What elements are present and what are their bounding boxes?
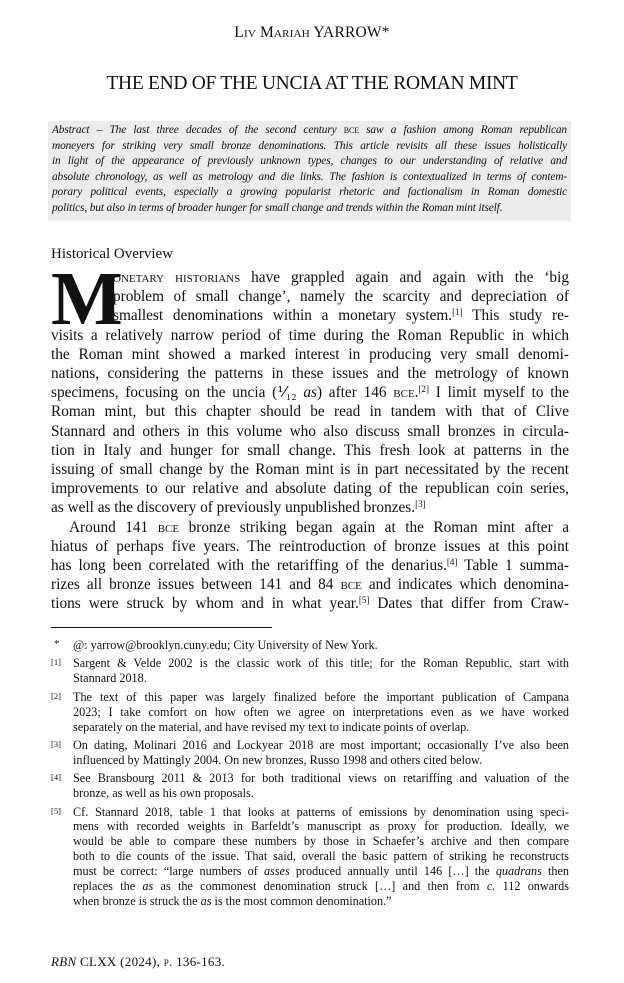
body-line [51,575,569,594]
footnote-line: Sargent & Velde 2002 is the classic work of this title; for the Roman Republic, start with [73,656,569,671]
footnote-line: On dating, Molinari 2016 and Lockyear 2018 are most important; occasionally I’ve also been [73,737,569,752]
text: I limit myself to the [428,384,569,402]
text: Dates that differ from Craw- [369,595,570,613]
footnote-line: mens with recorded weights in Barfeldt’s manuscript as proxy for production. Ideally, we [73,819,569,834]
footnote-line: both to die counts of the issue. That said, overall the basic pattern of striking he reconstructs [73,849,569,864]
footnote-text: is the most common denomination.” [211,894,392,908]
footnote-mark: [4] [51,772,61,783]
abstract-line: in light of the appearance of previously unknown types, changes to our understanding of relative and [52,155,567,168]
footnote-line: See Bransbourg 2011 & 2013 for both traditional views on retariffing and valuation of the [73,771,569,786]
text: Table 1 summa- [457,557,569,575]
footnote-line: bronze, as well as his own proposals. [73,786,254,801]
footnote [51,771,569,801]
text: specimens, focusing on the uncia (⅟₁₂ [51,384,304,402]
footnote-italic: quadrans [495,864,542,879]
footnote-ref-1[interactable]: [1] [452,307,463,318]
footnote-line: @: yarrow@brooklyn.cuny.edu; City University of New York. [73,638,378,652]
paragraph-1 [51,257,569,518]
body-line [51,556,569,575]
text: as well as the discovery of previously unpublished bronzes. [51,499,416,517]
small-caps-lead: onetary historians [113,269,241,286]
abstract-text: saw a fashion among Roman republican [358,124,567,136]
footnote-line: would be able to compare these numbers by those in Schaefer’s archive and then compare [73,834,569,849]
body-line: problem of small change’, namely the scarcity and depreciation of [113,288,569,306]
era-bce: bce [340,576,362,594]
abstract-line: absolute chronology, as well as metrology and die links. The fashion is contextualized in terms of contem- [52,170,567,183]
text: bronze striking began again at the Roman mint after a [179,518,569,536]
footnote-ref-3[interactable]: [3] [415,499,426,510]
journal-citation: CLXX (2024), p. 136-163. [76,954,226,969]
body-line: issuing of small change by the Roman mint is in part necessitated by the recent [51,461,569,479]
footnote-text: 112 onwards [495,879,570,894]
footnote-text: when bronze is struck the [73,894,201,908]
footnote [51,690,569,735]
text: This study re- [462,307,569,325]
abstract-line [52,123,567,139]
footnote-italic: c. [486,879,496,894]
journal-abbrev: RBN [51,954,77,969]
body-line [51,268,569,287]
abstract-era-bce: bce [343,124,359,136]
page-footer [51,954,225,970]
footnote [51,656,569,686]
paragraph-2 [51,518,569,614]
body-line: hiatus of perhaps five years. The reintroduction of bronze issues at this point [51,537,569,555]
footnote-line: 2023; I take comfort on how often we agree on interpretations even as we have worked [73,704,569,719]
footnote-line: Cf. Stannard 2018, table 1 that looks at patterns of emissions by denomination using speci- [73,804,569,819]
footnote-italic: asses [263,864,290,879]
body-text [51,257,570,614]
footnote-line: Stannard 2018. [73,671,147,686]
body-line [51,518,569,537]
body-line [51,498,569,517]
footnote [51,738,569,768]
footnote-text: produced annually until 146 […] the [289,864,496,879]
abstract-line: moneyers for striking very small bronze denominations. This article revisits all these issues holistically [52,139,567,152]
footnote-separator [51,627,272,628]
era-bce: bce. [393,384,419,402]
text: and indicates which denomina- [361,576,569,594]
footnote-line [73,864,569,879]
footnote-ref-4[interactable]: [4] [446,557,458,568]
body-line: the Roman mint showed a marked interest in producing very small denomi- [51,345,569,363]
body-line [51,383,569,402]
footnote-ref-5[interactable]: [5] [358,595,370,606]
footnote-mark: * [54,638,60,650]
footnote [51,638,569,653]
footnote-line: The text of this paper was largely finalized before the important publication of Campana [73,689,569,704]
footnote-line: separately on the material, and have revised my text to indicate points of overlap. [73,719,470,734]
footnote-italic: as [142,879,154,894]
section-heading: Historical Overview [51,246,174,262]
footnote-mark: [2] [51,690,61,701]
footnote-italic: as [200,894,212,908]
footnote-mark: [3] [51,738,61,749]
drop-cap: M [51,257,123,341]
text-italic: as [303,384,317,402]
footnote [51,805,569,909]
body-line [51,306,569,325]
footnote-text: must be correct: “large numbers of [73,864,264,879]
abstract-line: porary political events, especially a growing popularist rhetoric and factionalism in Roman domestic [52,186,567,199]
body-line: Stannard and others in this volume who also discuss small bronzes in circula- [51,422,569,440]
footnote-text: replaces the [73,879,143,894]
text: have grappled again and again with the ‘big [240,269,569,286]
footnotes [51,638,569,912]
abstract-box [48,121,571,221]
author-given-names: Liv Mariah [234,24,310,41]
footnote-text: as the commonest denomination struck […] and then from [153,879,487,894]
body-line: nations, considering the patterns in these issues and the metrology of known [51,365,569,383]
text: rizes all bronze issues between 141 and 84 [51,576,341,594]
body-line: visits a relatively narrow period of time during the Roman Republic in which [51,326,569,344]
abstract-text: Abstract – The last three decades of the second century [52,124,344,136]
body-line: Roman mint, but this chapter should be read in tandem with that of Clive [51,403,569,421]
text: tions were struck by whom and in what year. [51,595,359,613]
text: Around 141 [69,518,158,536]
footnote-mark: [1] [51,657,61,668]
author-footnote-mark[interactable]: * [381,24,390,41]
footnote-line [73,879,569,894]
text: smallest denominations within a monetary system. [113,307,453,325]
footnote-line: influenced by Mattingly 2004. On new bronzes, Russo 1998 and others cited below. [73,752,483,767]
text: has long been correlated with the retariffing of the denarius. [51,557,447,575]
body-line: improvements to our relative and absolute dating of the republican coin series, [51,480,569,498]
footnote-ref-2[interactable]: [2] [418,384,429,395]
footnote-text: then [541,864,569,879]
footnote-line [73,894,569,909]
footnote-mark: [5] [51,805,61,816]
author-surname: YARROW [313,24,382,41]
text: ) after 146 [316,384,394,402]
body-line [51,594,569,613]
author-line [0,24,624,42]
article-title: THE END OF THE UNCIA AT THE ROMAN MINT [106,73,518,94]
abstract-line: politics, but also in terms of broader hunger for small change and trends within the Roman mint itself. [52,201,503,214]
body-line: tion in Italy and hunger for small change. This fresh look at patterns in the [51,441,569,459]
era-bce: bce [157,518,180,536]
